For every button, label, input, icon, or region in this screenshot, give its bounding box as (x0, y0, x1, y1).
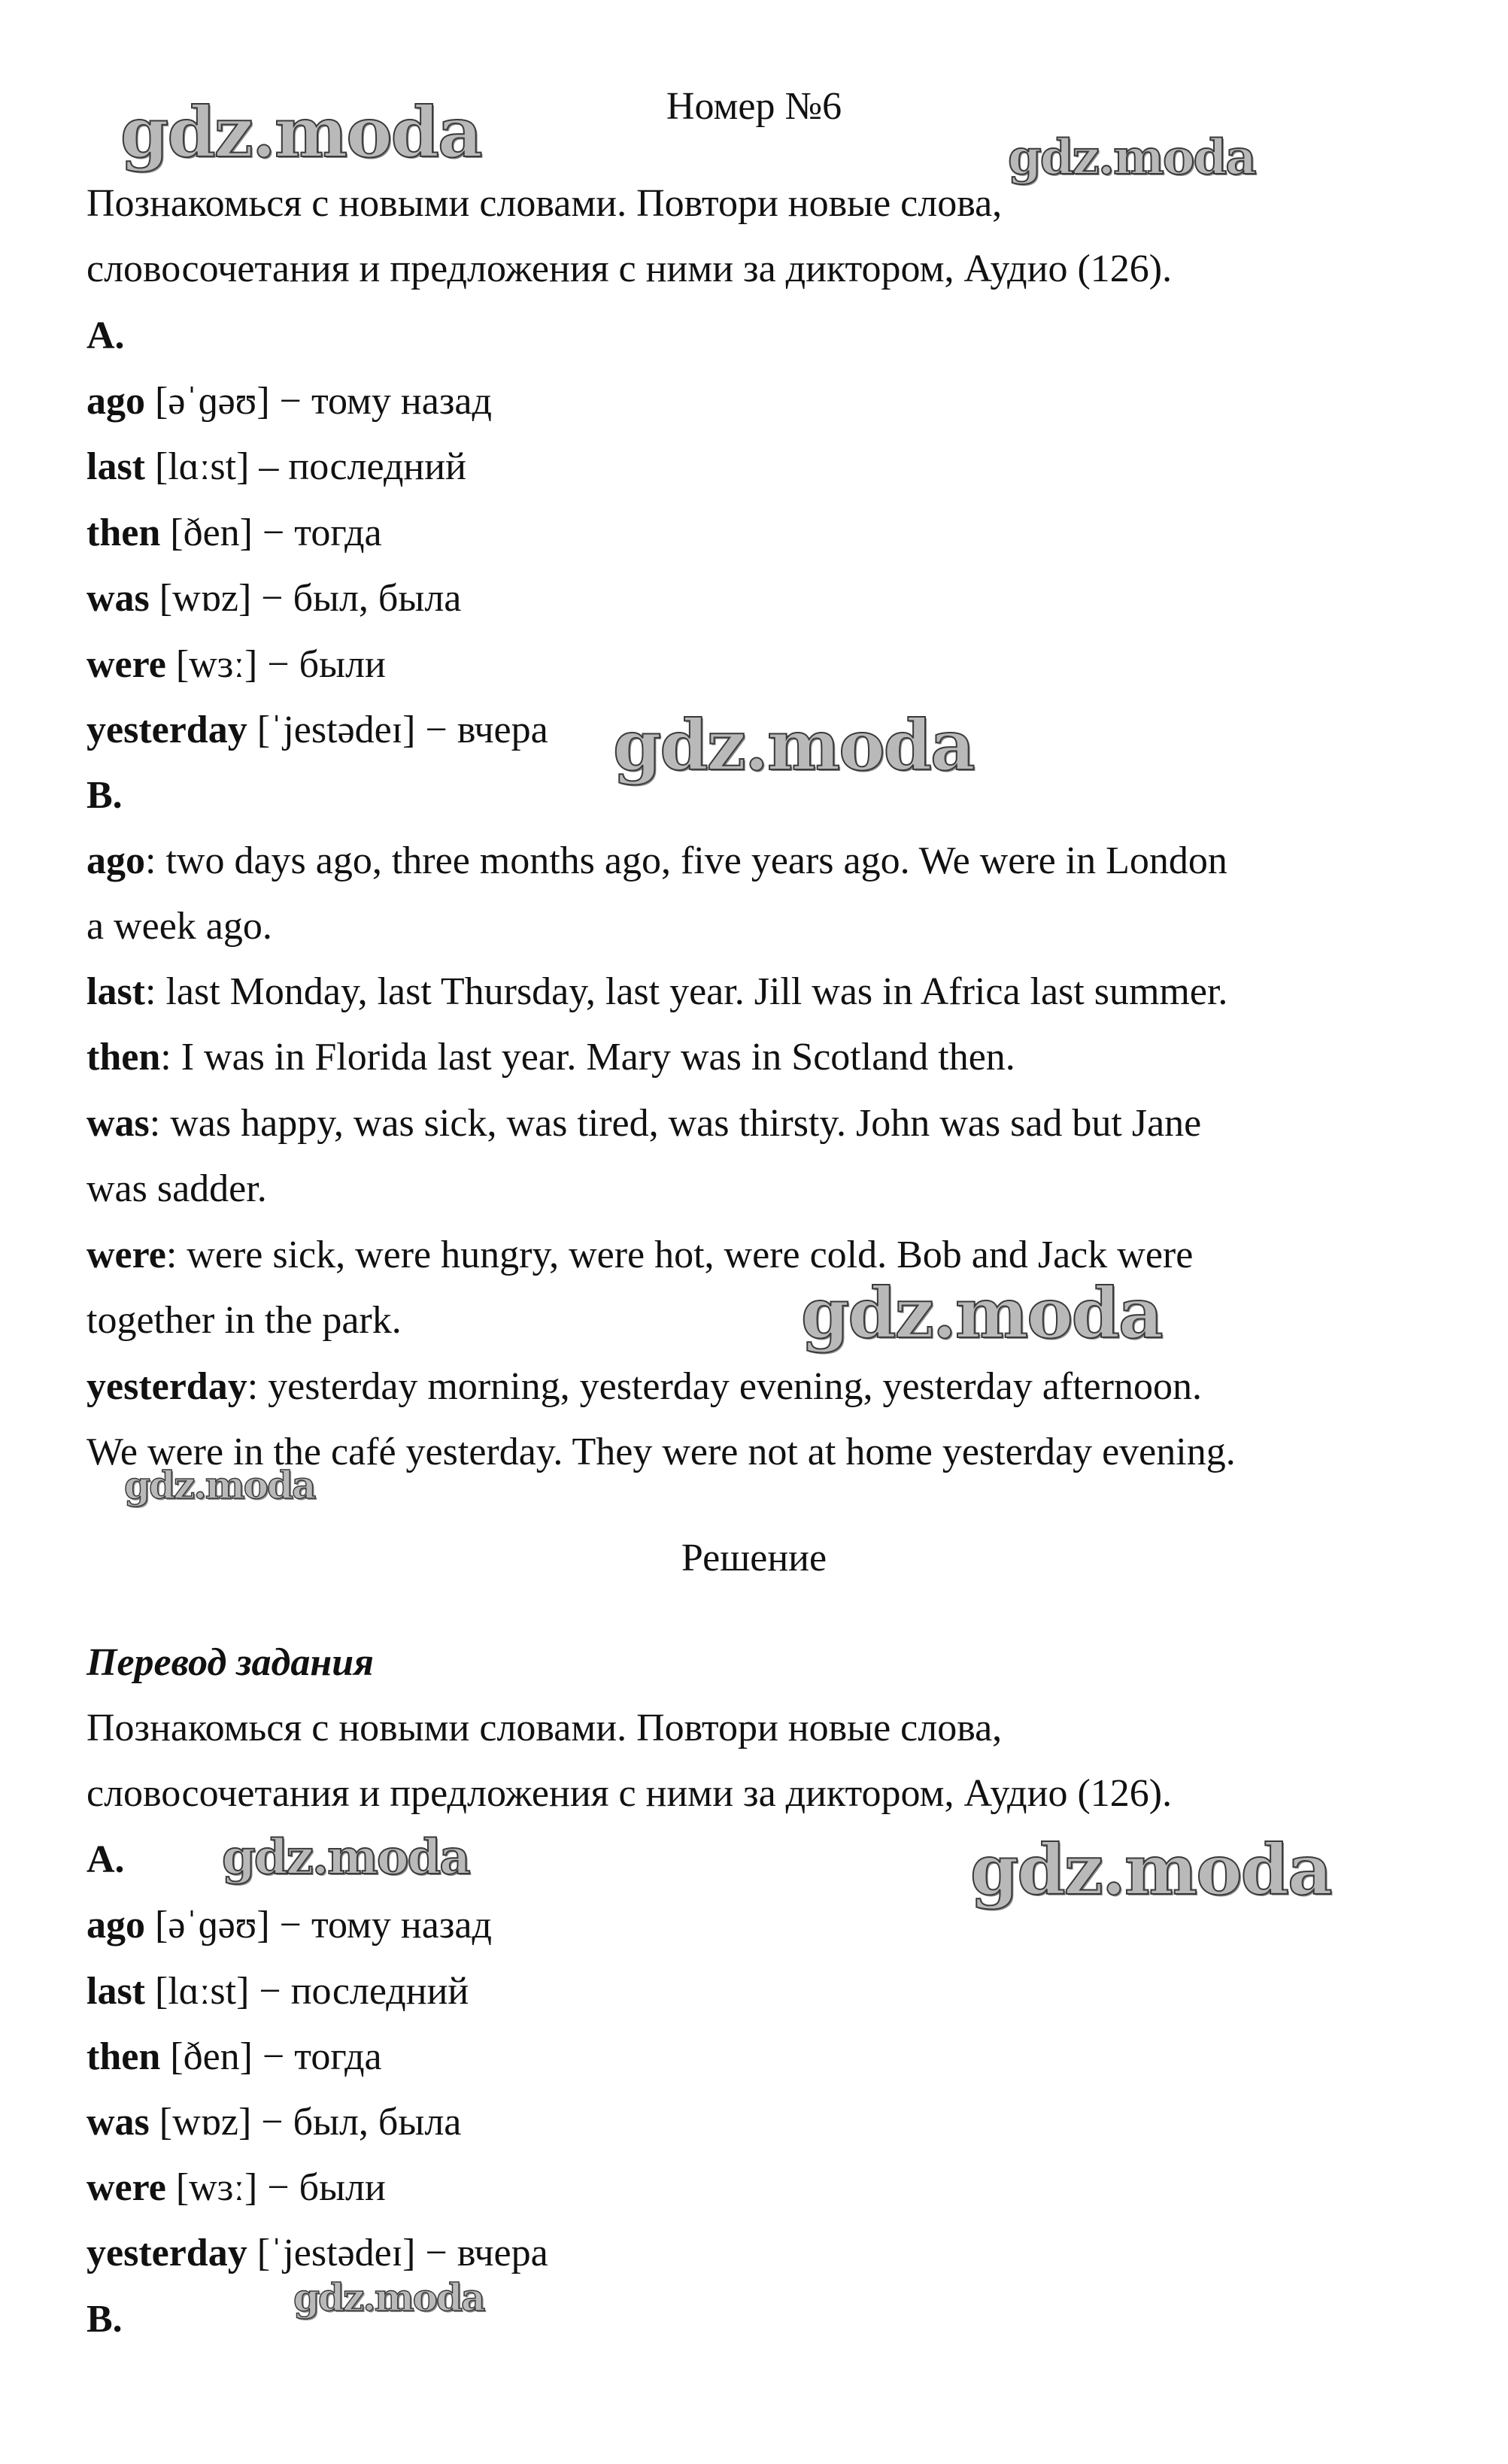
example-were: were: were sick, were hungry, were hot, were cold. Bob and Jack were (86, 1234, 1194, 1276)
watermark-logo: gdz.moda (613, 705, 974, 786)
vocab-yesterday: yesterday [ˈjestədeɪ] − вчера (86, 709, 548, 751)
example-was: was: was happy, was sick, was tired, was thirsty. John was sad but Jane (86, 1102, 1202, 1145)
solution-line-1: Познакомься с новыми словами. Повтори новые слова, (86, 1707, 1003, 1749)
vocab-last: last [lɑːst] – последний (86, 445, 466, 488)
section-b-label: B. (86, 774, 123, 817)
section-a-label: A. (86, 314, 125, 357)
example-ago: ago: two days ago, three months ago, five years ago. We were in London (86, 839, 1227, 882)
vocab-ago: ago [əˈɡəʊ] − тому назад (86, 380, 492, 423)
watermark-logo: gdz.moda (801, 1273, 1162, 1354)
example-yesterday-cont: We were in the café yesterday. They were not at home yesterday evening. (86, 1431, 1236, 1473)
page-title: Номер №6 (666, 85, 842, 128)
vocab-were: were [wɜː] − были (86, 643, 386, 686)
watermark-logo: gdz.moda (970, 1829, 1331, 1910)
example-ago-cont: a week ago. (86, 905, 272, 948)
watermark-logo: gdz.moda (120, 92, 481, 173)
example-yesterday: yesterday: yesterday morning, yesterday evening, yesterday afternoon. (86, 1365, 1202, 1408)
example-was-cont: was sadder. (86, 1167, 267, 1210)
task-line-2: словосочетания и предложения с ними за диктором, Аудио (126). (86, 247, 1173, 290)
solution-section-a-label: A. (86, 1838, 125, 1881)
vocab-was: was [wɒz] − был, была (86, 577, 462, 620)
watermark-logo: gdz.moda (293, 2275, 484, 2320)
solution-line-2: словосочетания и предложения с ними за диктором, Аудио (126). (86, 1772, 1173, 1815)
example-were-cont: together in the park. (86, 1299, 402, 1342)
solution-vocab-were: were [wɜː] − были (86, 2166, 386, 2209)
example-last: last: last Monday, last Thursday, last year. Jill was in Africa last summer. (86, 970, 1228, 1013)
task-line-1: Познакомься с новыми словами. Повтори новые слова, (86, 182, 1003, 225)
solution-section-b-label: B. (86, 2298, 123, 2341)
watermark-logo: gdz.moda (124, 1463, 315, 1507)
solution-vocab-ago: ago [əˈɡəʊ] − тому назад (86, 1904, 492, 1947)
watermark-logo: gdz.moda (222, 1829, 469, 1886)
solution-vocab-was: was [wɒz] − был, была (86, 2101, 462, 2144)
vocab-then: then [ðen] − тогда (86, 511, 382, 554)
example-then: then: I was in Florida last year. Mary was in Scotland then. (86, 1036, 1015, 1079)
solution-vocab-yesterday: yesterday [ˈjestədeɪ] − вчера (86, 2232, 548, 2274)
solution-vocab-last: last [lɑːst] − последний (86, 1970, 469, 2013)
solution-heading: Решение (681, 1537, 827, 1579)
watermark-logo: gdz.moda (1008, 129, 1255, 186)
translation-heading: Перевод задания (86, 1641, 374, 1684)
solution-vocab-then: then [ðen] − тогда (86, 2035, 382, 2078)
